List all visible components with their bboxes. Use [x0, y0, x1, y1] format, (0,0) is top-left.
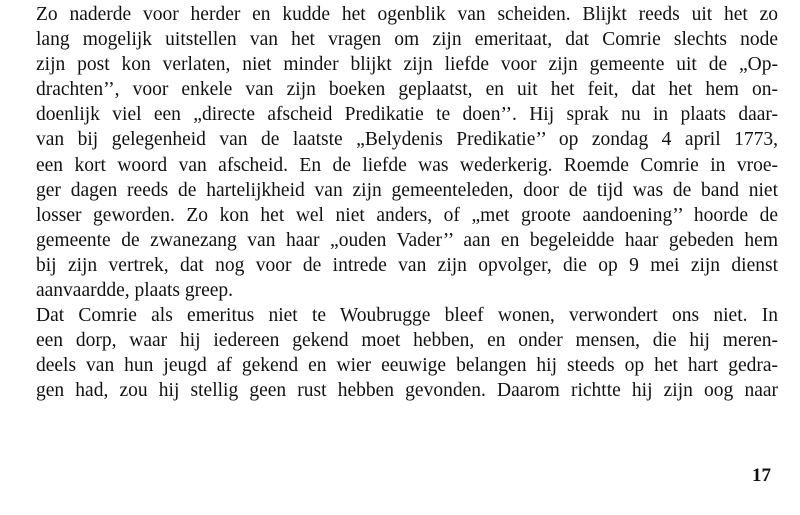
text-line: bij zijn vertrek, dat nog voor de intrede van zijn opvolger, die op 9 mei zijn dienst: [36, 254, 778, 276]
text-line: doenlijk viel een „directe afscheid Predikatie te doen’’. Hij sprak nu in plaats daar-: [36, 104, 778, 126]
text-line: een dorp, waar hij iedereen gekend moet hebben, en onder mensen, die hij meren-: [36, 330, 778, 352]
body-text: [36, 2, 778, 404]
paragraph: [36, 2, 778, 303]
text-line: van bij gelegenheid van de laatste „Belydenis Predikatie’’ op zondag 4 april 1773,: [36, 129, 778, 151]
text-line: gemeente de zwanezang van haar „ouden Vader’’ aan en begeleidde haar gebeden hem: [36, 229, 778, 251]
paragraph: [36, 303, 778, 403]
text-line: deels van hun jeugd af gekend en wier eeuwige belangen hij steeds op het hart gedra-: [36, 355, 778, 377]
text-line: zijn post kon verlaten, niet minder blijkt zijn liefde voor zijn gemeente uit de „Op-: [36, 54, 778, 76]
text-line: Zo naderde voor herder en kudde het ogenblik van scheiden. Blijkt reeds uit het zo: [36, 4, 778, 25]
text-line: gen had, zou hij stellig geen rust hebben gevonden. Daarom richtte hij zijn oog naar: [36, 380, 778, 402]
text-line: lang mogelijk uitstellen van het vragen om zijn emeritaat, dat Comrie slechts node: [36, 29, 778, 51]
text-line: aanvaardde, plaats greep.: [36, 280, 234, 302]
text-line: een kort woord van afscheid. En de liefde was wederkerig. Roemde Comrie in vroe-: [36, 154, 778, 176]
text-line: Dat Comrie als emeritus niet te Woubrugge bleef wonen, verwondert ons niet. In: [36, 305, 778, 327]
text-line: ger dagen reeds de hartelijkheid van zijn gemeenteleden, door de tijd was de band niet: [36, 179, 778, 201]
text-line: losser geworden. Zo kon het wel niet anders, of „met groote aandoening’’ hoorde de: [36, 204, 778, 226]
page-number: 17: [752, 465, 771, 486]
text-line: drachten’’, voor enkele van zijn boeken geplaatst, en uit het feit, dat het hem on-: [36, 79, 778, 101]
